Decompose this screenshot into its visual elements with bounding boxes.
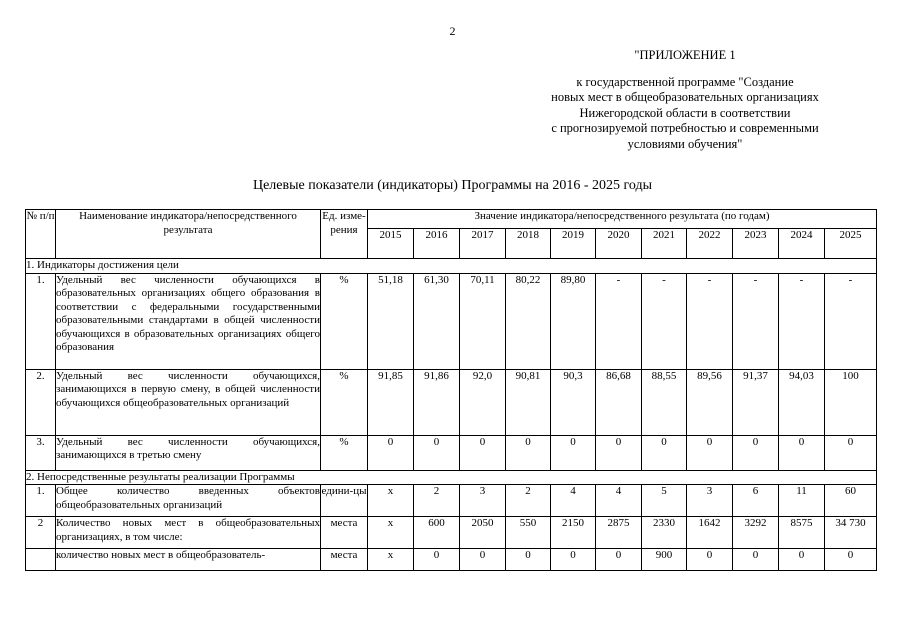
row-value: 89,56 (687, 369, 733, 435)
annex-block (460, 48, 905, 152)
row-value: 2150 (551, 517, 596, 549)
section-row (26, 470, 877, 485)
row-value: 3292 (733, 517, 779, 549)
row-number (26, 549, 56, 571)
row-unit: % (321, 369, 368, 435)
header-year: 2015 (368, 229, 414, 259)
row-name: Удельный вес численности обучающихся, занимающихся в первую смену, в общей численности обучающихся общеобразовательных организаций (56, 369, 321, 435)
row-value: 3 (687, 485, 733, 517)
row-value: 550 (506, 517, 551, 549)
header-year: 2017 (460, 229, 506, 259)
row-value: 0 (779, 549, 825, 571)
header-name: Наименование индикатора/непосредственного результата (56, 210, 321, 259)
row-unit: едини-цы (321, 485, 368, 517)
row-value: 0 (506, 549, 551, 571)
row-value: 61,30 (414, 273, 460, 369)
annex-heading: "ПРИЛОЖЕНИЕ 1 (634, 48, 736, 62)
row-name: Общее количество введенных объектов общеобразовательных организаций (56, 485, 321, 517)
table-row (26, 435, 877, 470)
page-number: 2 (449, 24, 456, 38)
header-year: 2024 (779, 229, 825, 259)
row-value: 0 (779, 435, 825, 470)
row-value: 900 (642, 549, 687, 571)
row-value: - (733, 273, 779, 369)
indicators-table (25, 209, 877, 571)
row-number: 1. (26, 485, 56, 517)
row-value: - (687, 273, 733, 369)
row-value: 0 (733, 549, 779, 571)
header-year: 2022 (687, 229, 733, 259)
header-year: 2016 (414, 229, 460, 259)
row-value: 0 (460, 549, 506, 571)
row-value: 11 (779, 485, 825, 517)
row-unit: места (321, 517, 368, 549)
row-name: Удельный вес численности обучающихся, занимающихся в третью смену (56, 435, 321, 470)
row-value: - (779, 273, 825, 369)
row-value: 4 (596, 485, 642, 517)
row-value: х (368, 485, 414, 517)
row-value: х (368, 517, 414, 549)
row-value: 6 (733, 485, 779, 517)
row-value: 2875 (596, 517, 642, 549)
row-value: 600 (414, 517, 460, 549)
row-value: 94,03 (779, 369, 825, 435)
row-value: 0 (687, 435, 733, 470)
row-value: 0 (368, 435, 414, 470)
row-value: 0 (825, 435, 877, 470)
row-value: 89,80 (551, 273, 596, 369)
header-year: 2021 (642, 229, 687, 259)
row-value: 60 (825, 485, 877, 517)
row-unit: места (321, 549, 368, 571)
row-value: 100 (825, 369, 877, 435)
row-value: 0 (596, 435, 642, 470)
header-year: 2018 (506, 229, 551, 259)
row-number: 1. (26, 273, 56, 369)
header-unit: Ед. изме-рения (321, 210, 368, 259)
row-value: 1642 (687, 517, 733, 549)
row-value: 0 (733, 435, 779, 470)
row-value: 0 (460, 435, 506, 470)
row-value: 0 (551, 435, 596, 470)
row-value: 3 (460, 485, 506, 517)
section-title: 1. Индикаторы достижения цели (26, 259, 877, 274)
row-value: 0 (596, 549, 642, 571)
row-value: 0 (414, 435, 460, 470)
row-value: 0 (642, 435, 687, 470)
row-value: 91,85 (368, 369, 414, 435)
row-value: 88,55 (642, 369, 687, 435)
annex-line: новых мест в общеобразовательных организациях (551, 90, 819, 104)
row-value: 0 (506, 435, 551, 470)
row-number: 2 (26, 517, 56, 549)
table-body (26, 259, 877, 571)
row-value: 91,86 (414, 369, 460, 435)
row-value: - (825, 273, 877, 369)
header-no: № п/п (26, 210, 56, 259)
row-value: 2050 (460, 517, 506, 549)
row-value: 0 (551, 549, 596, 571)
table-row (26, 517, 877, 549)
row-value: - (596, 273, 642, 369)
row-name: Удельный вес численности обучающихся в образовательных организациях общего образования в соответствии с федеральными государственными образовательными стандартами в общей численности обучающихся в образовательных организациях общего образования (56, 273, 321, 369)
annex-line: условиями обучения" (627, 136, 743, 151)
annex-line: к государственной программе "Создание (576, 74, 794, 89)
row-value: 5 (642, 485, 687, 517)
row-value: 90,3 (551, 369, 596, 435)
row-value: 8575 (779, 517, 825, 549)
row-value: 0 (687, 549, 733, 571)
header-year: 2025 (825, 229, 877, 259)
row-number: 2. (26, 369, 56, 435)
row-value: 2330 (642, 517, 687, 549)
header-year: 2020 (596, 229, 642, 259)
row-value: 80,22 (506, 273, 551, 369)
row-value: 70,11 (460, 273, 506, 369)
row-value: 86,68 (596, 369, 642, 435)
row-name: количество новых мест в общеобразователь- (56, 549, 321, 571)
annex-line: Нижегородской области в соответствии (579, 105, 791, 120)
row-value: 34 730 (825, 517, 877, 549)
header-year: 2019 (551, 229, 596, 259)
row-value: 51,18 (368, 273, 414, 369)
row-unit: % (321, 273, 368, 369)
document-title: Целевые показатели (индикаторы) Программы на 2016 - 2025 годы (252, 178, 653, 193)
row-name: Количество новых мест в общеобразовательных организациях, в том числе: (56, 517, 321, 549)
annex-line: с прогнозируемой потребностью и современными (551, 121, 819, 135)
table-row (26, 485, 877, 517)
row-number: 3. (26, 435, 56, 470)
table-row (26, 549, 877, 571)
row-value: 0 (825, 549, 877, 571)
row-unit: % (321, 435, 368, 470)
row-value: 92,0 (460, 369, 506, 435)
row-value: 0 (414, 549, 460, 571)
table-header-row (26, 210, 877, 229)
header-year: 2023 (733, 229, 779, 259)
row-value: х (368, 549, 414, 571)
row-value: 91,37 (733, 369, 779, 435)
header-values-group: Значение индикатора/непосредственного результата (по годам) (368, 210, 877, 229)
table-row (26, 369, 877, 435)
row-value: 4 (551, 485, 596, 517)
section-title: 2. Непосредственные результаты реализации Программы (26, 470, 877, 485)
table-row (26, 273, 877, 369)
row-value: 90,81 (506, 369, 551, 435)
row-value: 2 (414, 485, 460, 517)
section-row (26, 259, 877, 274)
row-value: 2 (506, 485, 551, 517)
row-value: - (642, 273, 687, 369)
